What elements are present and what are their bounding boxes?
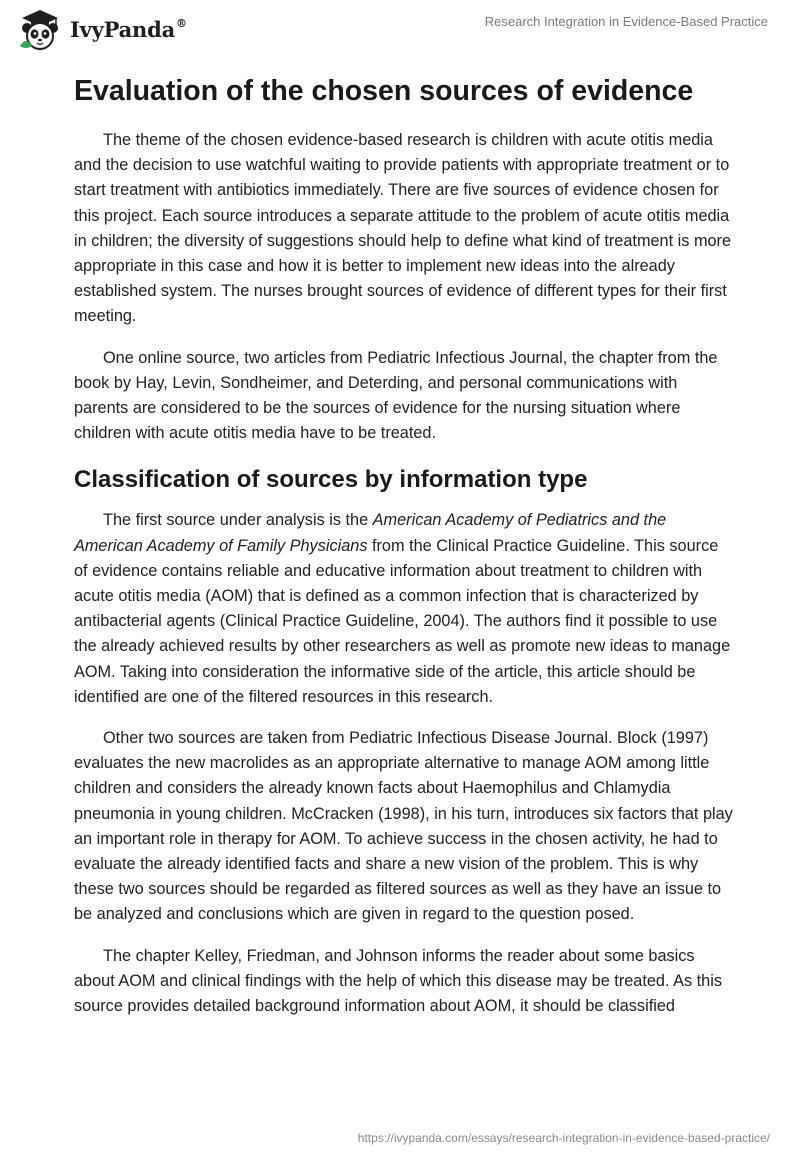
paragraph: The theme of the chosen evidence-based research is children with acute otitis media and the decision to use watchful waiting to provide patients with appropriate treatment or to start treatment with antibiotics immediately. There are five sources of evidence chosen for this project. Each source introduces a separate attitude to the problem of acute otitis media in children; the diversity of suggestions should help to define what kind of treatment is more appropriate in this case and how it is better to implement new ideas into the already established system. The nurses brought sources of evidence of different types for their first meeting. bbox=[74, 131, 732, 326]
page-header bbox=[0, 0, 800, 60]
panda-graduate-icon bbox=[16, 6, 64, 52]
paragraph: Other two sources are taken from Pediatric Infectious Disease Journal. Block (1997) evaluates the new macrolides as an appropriate alternative to manage AOM among little children and considers the already known facts about Haemophilus and Chlamydia pneumonia in young children. McCracken (1998), in his turn, introduces six factors that play an important role in therapy for AOM. To achieve success in the chosen activity, he had to evaluate the already identified facts and share a new vision of the problem. This is why these two sources should be regarded as filtered sources as well as they have an issue to be analyzed and conclusions which are given in regard to the question posed. bbox=[74, 729, 733, 924]
registered-mark: ® bbox=[176, 16, 187, 30]
article-body bbox=[74, 70, 734, 1035]
section-heading-classification: Classification of sources by information type bbox=[74, 466, 588, 494]
document-title-header: Research Integration in Evidence-Based Practice bbox=[484, 14, 768, 29]
paragraph: The chapter Kelley, Friedman, and Johnson informs the reader about some basics about AOM and clinical findings with the help of which this disease may be treated. As this source provides detailed background information about AOM, it should be classified bbox=[74, 946, 722, 1016]
brand-name: IvyPanda® bbox=[70, 16, 187, 42]
cited-source-title: American Academy of Pediatrics and the American Academy of Family Physicians bbox=[74, 511, 667, 555]
paragraph: One online source, two articles from Pediatric Infectious Journal, the chapter from the book by Hay, Levin, Sondheimer, and Deterding, and personal communications with parents are considered to be the sources of evidence for the nursing situation where children with acute otitis media have to be treated. bbox=[74, 348, 718, 443]
footer-url-link[interactable]: https://ivypanda.com/essays/research-integration-in-evidence-based-practice/ bbox=[357, 1131, 770, 1145]
ivypanda-logo[interactable] bbox=[16, 6, 187, 52]
section-heading-evaluation: Evaluation of the chosen sources of evidence bbox=[74, 75, 694, 107]
paragraph: The first source under analysis is the American Academy of Pediatrics and the American Academy of Family Physicians from the Clinical Practice Guideline. This source of evidence contains reliable and educative information about treatment to children with acute otitis media (AOM) that is defined as a common infection that is characterized by antibacterial agents (Clinical Practice Guideline, 2004). The authors find it possible to use the already achieved results by other researchers as well as promote new ideas to manage AOM. Taking into consideration the informative side of the article, this article should be identified are one of the filtered resources in this research. bbox=[74, 511, 731, 706]
